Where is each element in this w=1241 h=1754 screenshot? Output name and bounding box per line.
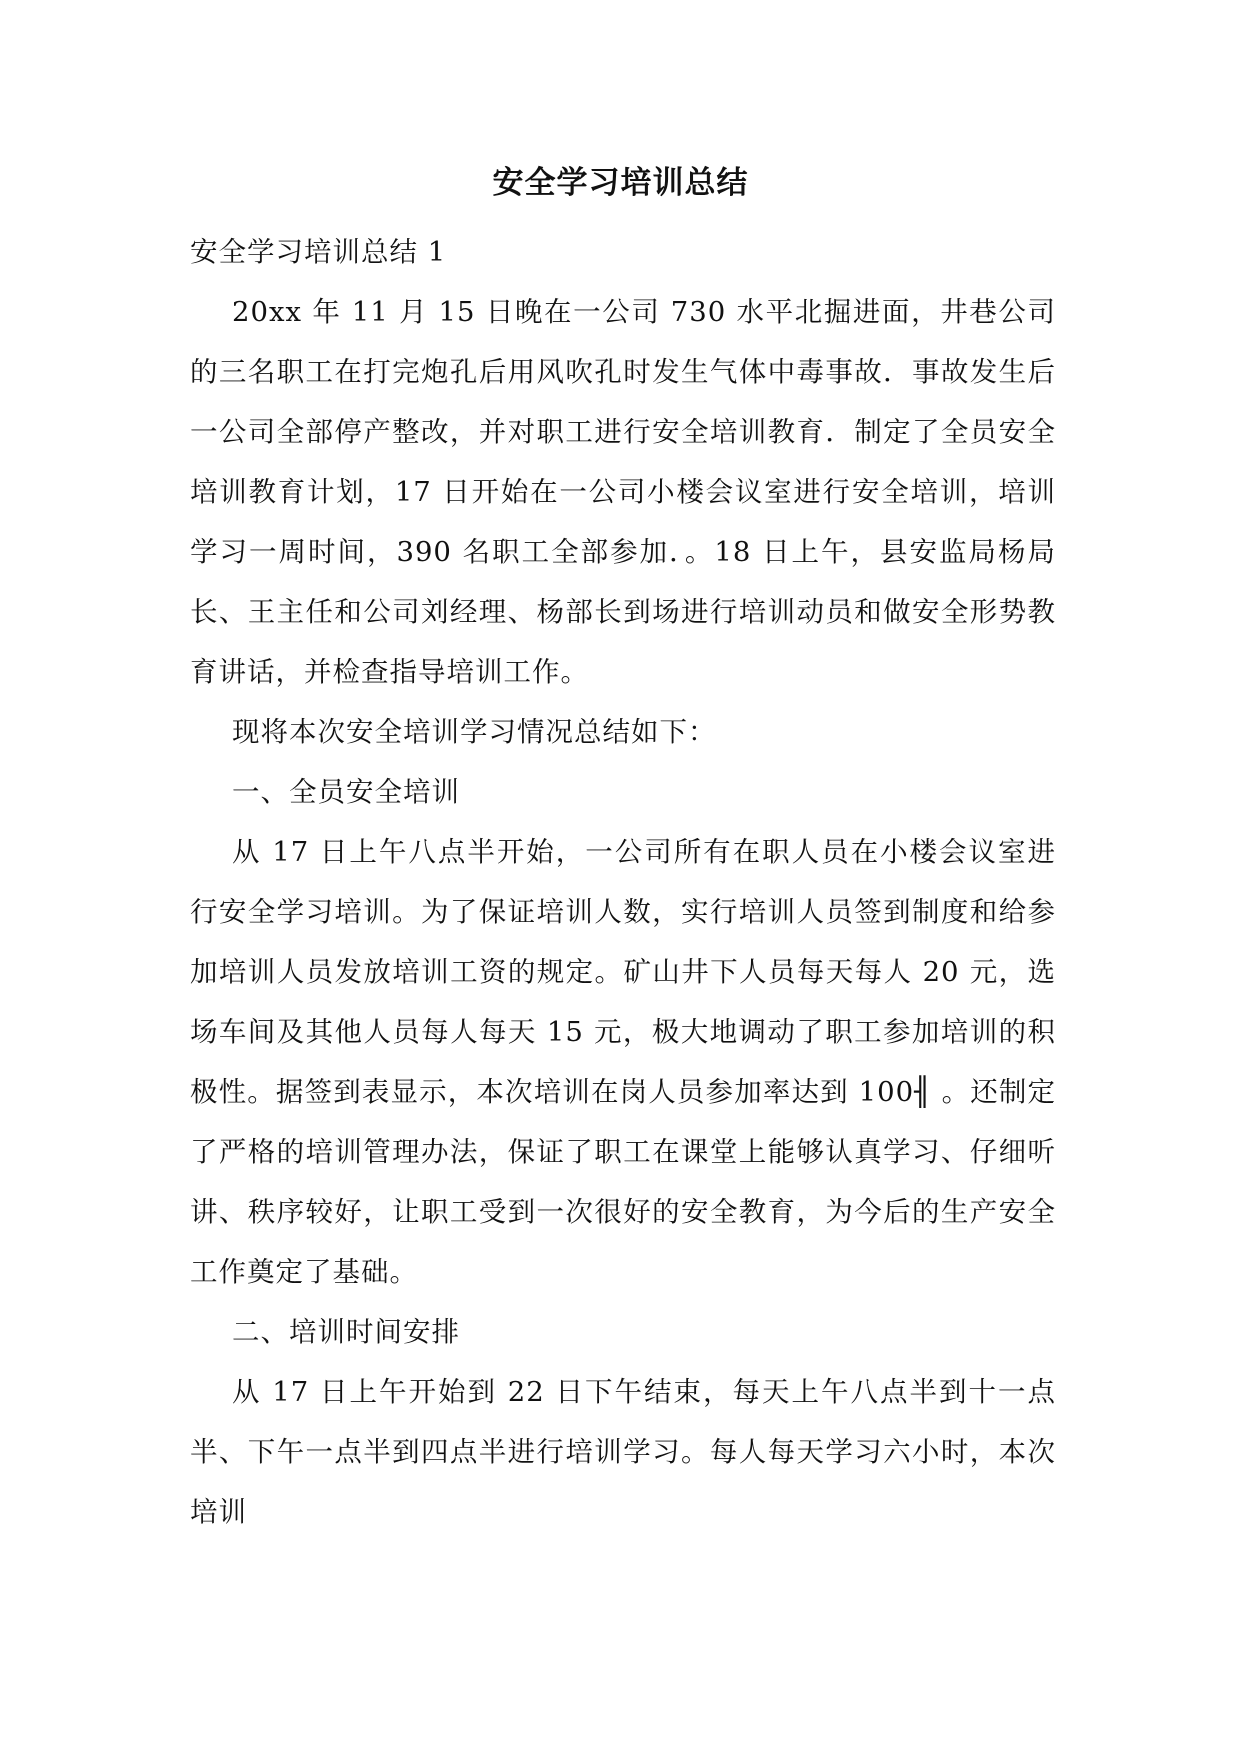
document-body [190, 222, 1056, 1542]
document-title: 安全学习培训总结 [492, 165, 749, 201]
paragraph-section-2: 从 17 日上午开始到 22 日下午结束，每天上午八点半到十一点半、下午一点半到四点半进行培训学习。每人每天学习六小时，本次培训 [190, 1376, 1056, 1528]
section-subtitle: 安全学习培训总结 1 [190, 236, 447, 268]
paragraph-summary-intro: 现将本次安全培训学习情况总结如下： [232, 716, 717, 748]
heading-section-2: 二、培训时间安排 [232, 1316, 460, 1348]
paragraph-section-1: 从 17 日上午八点半开始，一公司所有在职人员在小楼会议室进行安全学习培训。为了保证培训人数，实行培训人员签到制度和给参加培训人员发放培训工资的规定。矿山井下人员每天每人 20 元，选场车间及其他人员每人每天 15 元，极大地调动了职工参加培训的积极性。据签到表显示，本次培训在岗人员参加率达到 100╢ 。还制定了严格的培训管理办法，保证了职工在课堂上能够认真学习、仔细听讲、秩序较好，让职工受到一次很好的安全教育，为今后的生产安全工作奠定了基础。 [190, 836, 1056, 1288]
paragraph-incident: 20xx 年 11 月 15 日晚在一公司 730 水平北掘进面，井巷公司的三名职工在打完炮孔后用风吹孔时发生气体中毒事故．事故发生后一公司全部停产整改，并对职工进行安全培训教育．制定了全员安全培训教育计划，17 日开始在一公司小楼会议室进行安全培训，培训学习一周时间，390 名职工全部参加．。18 日上午，县安监局杨局长、王主任和公司刘经理、杨部长到场进行培训动员和做安全形势教育讲话，并检查指导培训工作。 [190, 296, 1056, 688]
heading-section-1: 一、全员安全培训 [232, 776, 460, 808]
